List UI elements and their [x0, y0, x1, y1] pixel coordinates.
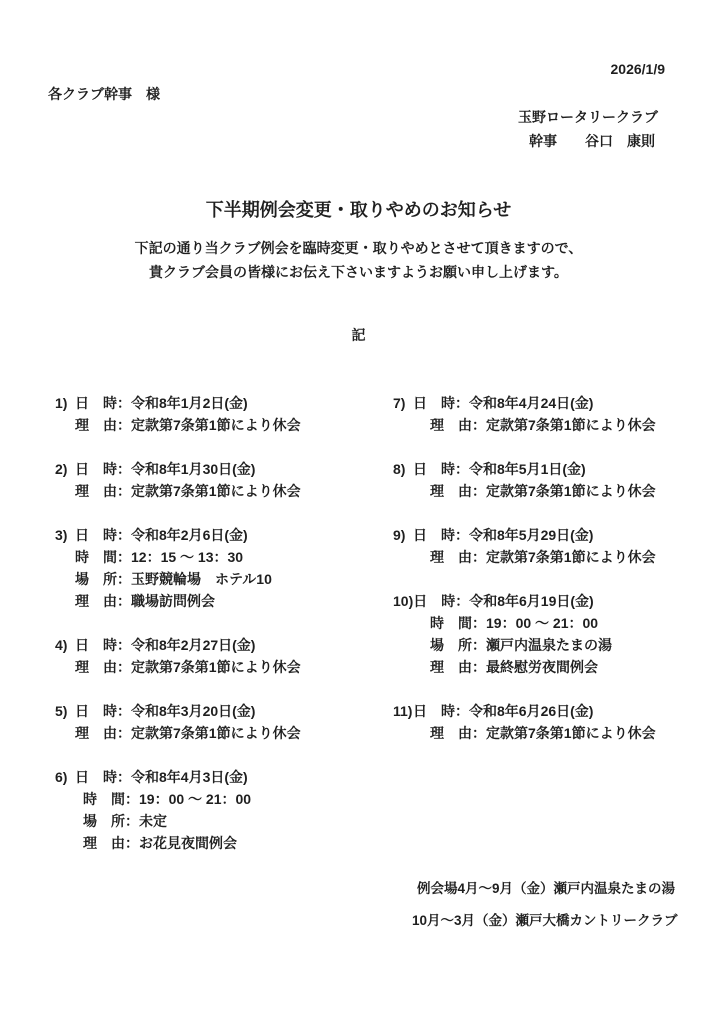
item-date: 日 時：令和8年2月27日(金) [75, 637, 256, 653]
item-line: 場 所：瀬戸内温泉たまの湯 [430, 637, 612, 653]
footer-note [412, 873, 678, 937]
item-line: 理 由：定款第7条第1節により休会 [430, 725, 656, 741]
item-number: 7) [393, 395, 406, 411]
item-line: 理 由：定款第7条第1節により休会 [430, 549, 656, 565]
item-line: 時 間：12：15 ～ 13：30 [75, 549, 244, 565]
item-line: 理 由：職場訪問例会 [75, 593, 215, 609]
item-date: 日 時：令和8年1月2日(金) [75, 395, 248, 411]
item-line: 理 由：お花見夜間例会 [83, 835, 237, 851]
item-date: 日 時：令和8年5月1日(金) [413, 461, 586, 477]
notice-title: 下半期例会変更・取りやめのお知らせ [205, 200, 512, 220]
item-date: 日 時：令和8年3月20日(金) [75, 703, 256, 719]
item-line: 時 間：19：00 ～ 21：00 [83, 791, 252, 807]
item-number: 10) [393, 593, 414, 609]
items-column-left [55, 392, 301, 876]
item-date: 日 時：令和8年5月29日(金) [413, 527, 594, 543]
notice-item [55, 524, 301, 612]
item-line: 場 所：未定 [83, 813, 167, 829]
notice-item [55, 634, 301, 678]
item-number: 6) [55, 769, 68, 785]
item-line [55, 392, 301, 414]
notice-item [393, 700, 656, 744]
item-line [55, 766, 301, 788]
notice-item [55, 458, 301, 502]
item-line [393, 590, 656, 612]
item-line [393, 458, 656, 480]
notice-item [55, 392, 301, 436]
notice-body-line: 貴クラブ会員の皆様にお伝え下さいますようお願い申し上げます。 [149, 264, 568, 280]
item-line: 理 由：定款第7条第1節により休会 [430, 417, 656, 433]
item-line [393, 700, 656, 722]
item-date: 日 時：令和8年4月3日(金) [75, 769, 248, 785]
item-number: 1) [55, 395, 68, 411]
item-line [55, 458, 301, 480]
item-number: 3) [55, 527, 68, 543]
footer-note-line: 例会場4月～9月（金）瀬戸内温泉たまの湯 [417, 881, 676, 896]
item-number: 9) [393, 527, 406, 543]
item-line [393, 392, 656, 414]
items-column-right [393, 392, 656, 766]
sender-secretary-line: 幹事 谷口 康則 [529, 133, 655, 149]
footer-note-line: 10月～3月（金）瀬戸大橋カントリークラブ [412, 913, 678, 928]
item-line: 場 所：玉野競輪場 ホテル10 [75, 571, 272, 587]
item-line: 理 由：定款第7条第1節により休会 [75, 417, 301, 433]
item-date: 日 時：令和8年1月30日(金) [75, 461, 256, 477]
notice-item [55, 766, 301, 854]
item-number: 2) [55, 461, 68, 477]
notice-item [393, 524, 656, 568]
item-number: 8) [393, 461, 406, 477]
item-line [55, 524, 301, 546]
item-line [55, 634, 301, 656]
item-line: 理 由：定款第7条第1節により休会 [430, 483, 656, 499]
sender-club-name: 玉野ロータリークラブ [518, 109, 658, 125]
item-line: 理 由：定款第7条第1節により休会 [75, 725, 301, 741]
notice-body [0, 236, 717, 284]
recipient-line: 各クラブ幹事 様 [48, 86, 160, 102]
notice-body-line: 下記の通り当クラブ例会を臨時変更・取りやめとさせて頂きますので、 [134, 240, 583, 256]
item-date: 日 時：令和8年2月6日(金) [75, 527, 248, 543]
item-number: 4) [55, 637, 68, 653]
record-mark: 記 [351, 327, 366, 343]
document-date: 2026/1/9 [610, 61, 665, 77]
item-date: 日 時：令和8年6月19日(金) [413, 593, 594, 609]
item-line: 理 由：定款第7条第1節により休会 [75, 659, 301, 675]
item-line: 理 由：定款第7条第1節により休会 [75, 483, 301, 499]
item-line [55, 700, 301, 722]
item-date: 日 時：令和8年4月24日(金) [413, 395, 594, 411]
item-number: 11) [393, 703, 413, 719]
item-line: 時 間：19：00 ～ 21：00 [430, 615, 599, 631]
item-date: 日 時：令和8年6月26日(金) [413, 703, 594, 719]
notice-item [393, 590, 656, 678]
item-line: 理 由：最終慰労夜間例会 [430, 659, 598, 675]
notice-item [55, 700, 301, 744]
item-line [393, 524, 656, 546]
notice-item [393, 458, 656, 502]
notice-item [393, 392, 656, 436]
item-number: 5) [55, 703, 68, 719]
